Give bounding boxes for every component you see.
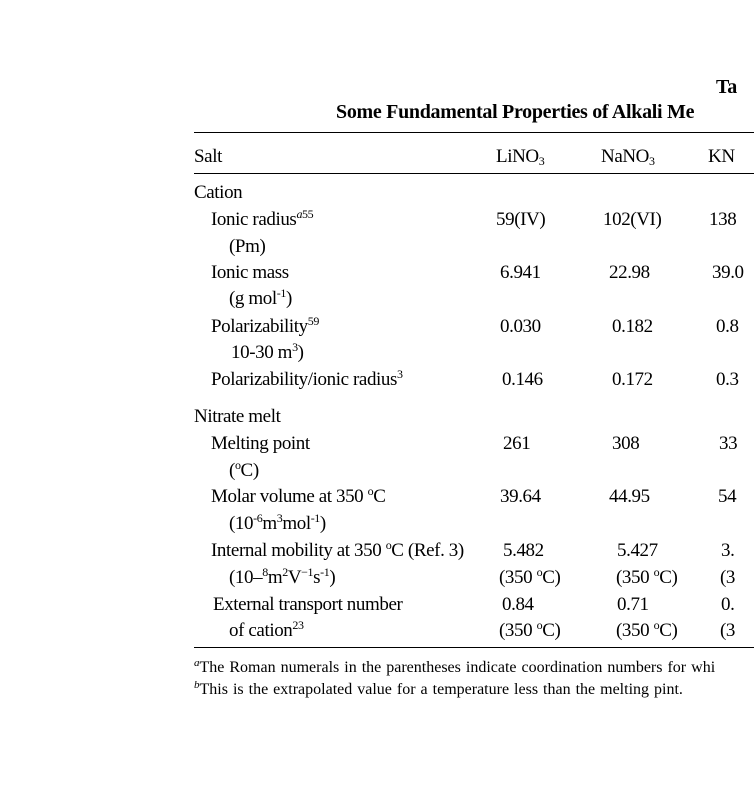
ionic-radius-k: 138 [709,209,737,230]
row-ionic-radius-label: Ionic radius$^{a55}$ [211,207,314,230]
table-subtitle: Some Fundamental Properties of Alkali Me [336,101,695,123]
ionic-mass-li: 6.941 [500,262,541,283]
transport-li: 0.84 [502,594,534,615]
molar-volume-li: 39.64 [500,486,541,507]
row-transport-label2: of cation$^{23}$ [229,618,304,641]
internal-mobility-k: 3. [721,540,735,561]
row-transport-label: External transport number [213,594,403,615]
ionic-mass-k: 39.0 [712,262,744,283]
section-nitrate-melt: Nitrate melt [194,406,281,427]
transport-temp-k: (3 [720,620,736,641]
ionic-radius-na: 102(VI) [603,209,662,230]
transport-k: 0. [721,594,735,615]
pol-ratio-na: 0.172 [612,369,653,390]
section-cation: Cation [194,182,243,203]
bottom-rule [194,647,754,648]
internal-mobility-temp-k: (3 [720,567,736,588]
header-salt: Salt [194,146,222,167]
pol-ratio-li: 0.146 [502,369,543,390]
ionic-mass-na: 22.98 [609,262,650,283]
row-melting-point-unit: ($^o$C) [229,458,259,481]
transport-temp-na: (350 $^o$C) [616,618,678,641]
melting-point-li: 261 [503,433,531,454]
internal-mobility-na: 5.427 [617,540,658,561]
row-ionic-mass-unit: (g mol$^{-1}$) [229,286,292,309]
row-internal-mobility-label: Internal mobility at 350 $^o$C (Ref. 3) [211,538,464,561]
polarizability-na: 0.182 [612,316,653,337]
row-ionic-radius-unit: (Pm) [229,236,266,257]
melting-point-na: 308 [612,433,640,454]
molar-volume-na: 44.95 [609,486,650,507]
internal-mobility-temp-na: (350 $^o$C) [616,565,678,588]
transport-temp-li: (350 $^o$C) [499,618,561,641]
footnote-b: $^b$This is the extrapolated value for a temperature less than the melting pint. [194,679,683,698]
row-polarizability-unit: 10-30 $m^3$) [231,340,304,363]
pol-ratio-k: 0.3 [716,369,739,390]
header-kno3: KN [708,146,735,167]
melting-point-k: 33 [719,433,738,454]
row-melting-point-label: Melting point [211,433,310,454]
polarizability-k: 0.8 [716,316,739,337]
internal-mobility-temp-li: (350 $^o$C) [499,565,561,588]
row-pol-ratio-label: Polarizability/ionic radius$^3$ [211,367,403,390]
row-molar-volume-label: Molar volume at 350 $^o$C [211,484,386,507]
table-title: Ta [716,76,737,98]
molar-volume-k: 54 [718,486,737,507]
internal-mobility-li: 5.482 [503,540,544,561]
polarizability-li: 0.030 [500,316,541,337]
row-internal-mobility-unit: $(10-^8m^2V^{-1}s^{-1})$ [229,565,336,588]
header-lino3: LiNO$_3$ [496,146,545,168]
header-nano3: NaNO$_3$ [601,146,655,168]
row-ionic-mass-label: Ionic mass [211,262,289,283]
ionic-radius-li: 59(IV) [496,209,546,230]
footnote-a: $^a$The Roman numerals in the parentheses indicate coordination numbers for whi [194,657,716,676]
row-molar-volume-unit: $(10^{-6}m^3mol^{-1})$ [229,511,326,534]
row-polarizability-label: Polarizability$^{59}$ [211,314,319,337]
transport-na: 0.71 [617,594,649,615]
top-rule [194,132,754,133]
header-rule [194,173,754,174]
